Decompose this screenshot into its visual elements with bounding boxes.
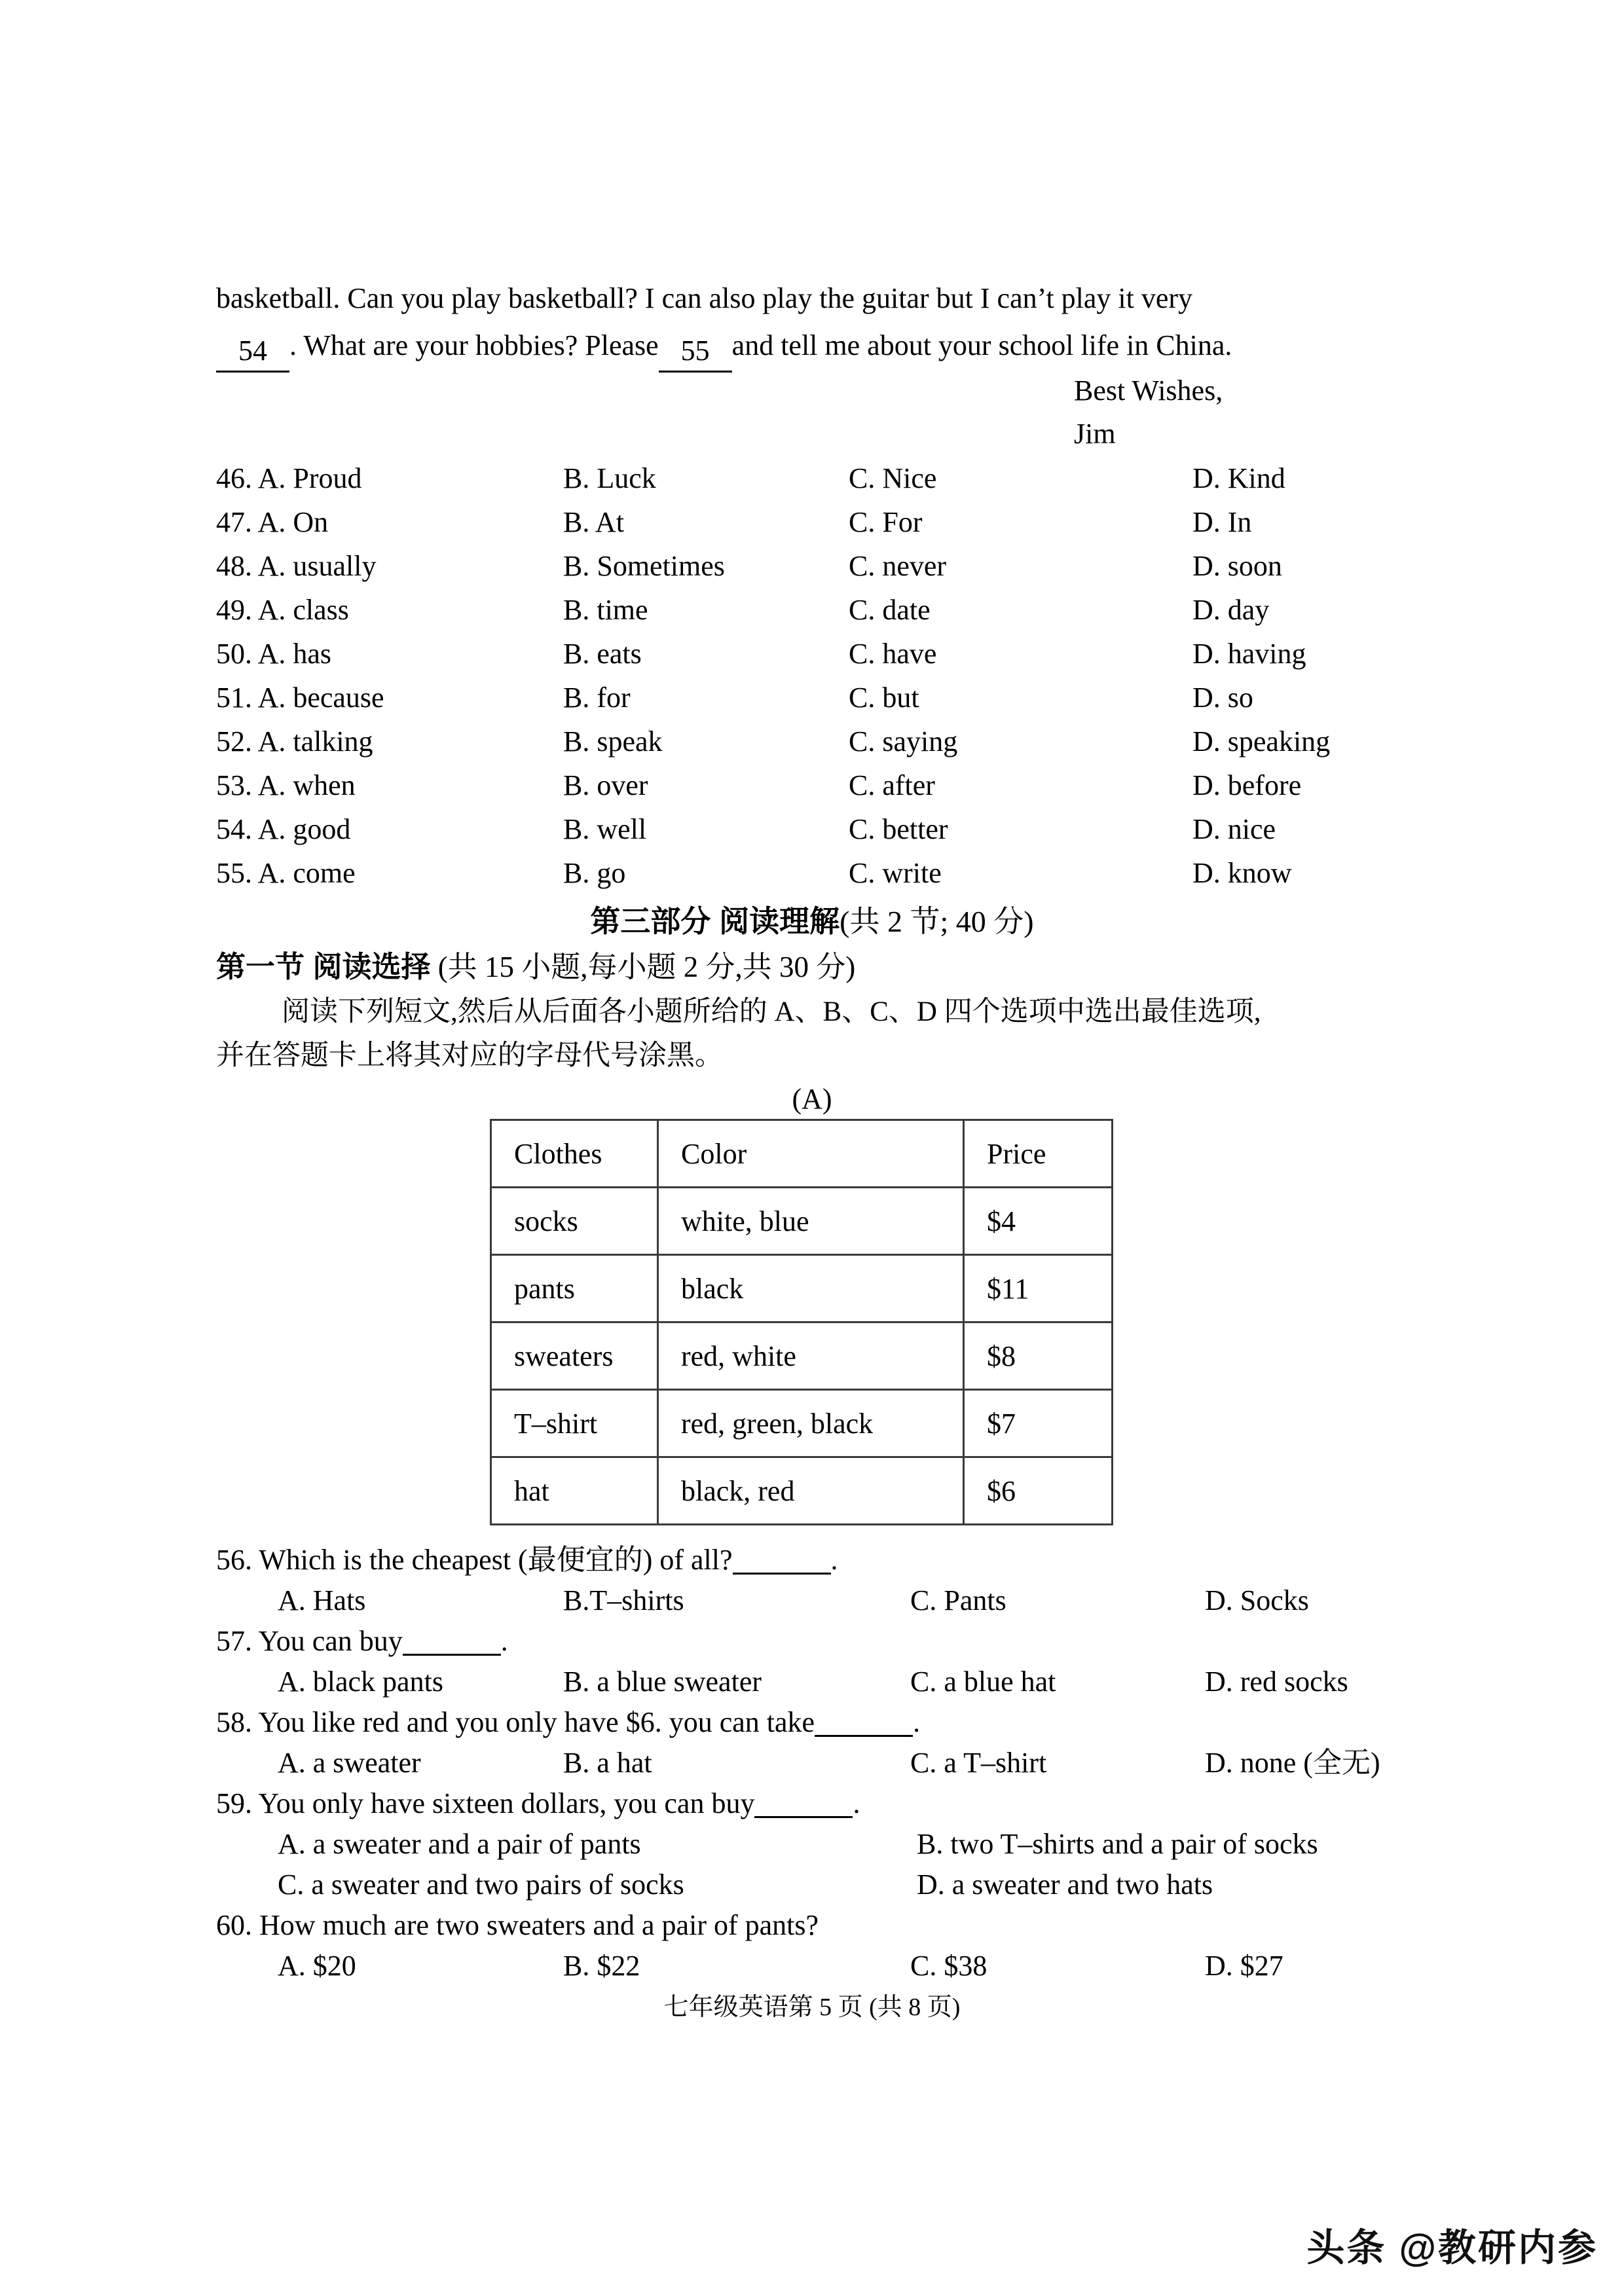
option-59-d: D. a sweater and two hats <box>917 1868 1213 1901</box>
option-50-b: B. eats <box>563 638 642 670</box>
question-58-options <box>216 1743 1473 1783</box>
table-row-tshirt <box>491 1390 1113 1457</box>
option-53-c: C. after <box>849 769 935 801</box>
option-59-b: B. two T–shirts and a pair of socks <box>917 1828 1318 1860</box>
option-46-d: D. Kind <box>1192 462 1285 494</box>
option-52-a: 52. A. talking <box>216 725 373 757</box>
instruction-line-2: 并在答题卡上将其对应的字母代号涂黑。 <box>216 1040 723 1071</box>
option-52-c: C. saying <box>849 725 958 757</box>
question-58-stem <box>216 1702 1473 1743</box>
blank-54: 54 <box>216 331 289 373</box>
option-50-d: D. having <box>1192 638 1306 670</box>
question-56-tail: . <box>830 1544 838 1576</box>
option-47-c: C. For <box>849 506 923 538</box>
option-49-b: B. time <box>563 594 648 626</box>
table-row-socks <box>491 1188 1113 1255</box>
cloze-options-list <box>216 456 1460 895</box>
option-53-a: 53. A. when <box>216 769 356 801</box>
passage-line-2-mid: . What are your hobbies? Please <box>289 329 659 361</box>
watermark: 头条 @教研内参 <box>1306 2227 1598 2269</box>
option-60-a: A. $20 <box>278 1950 356 1982</box>
question-60-options <box>216 1946 1473 1986</box>
option-54-c: C. better <box>849 813 948 845</box>
cloze-row-46 <box>216 456 1460 500</box>
option-54-d: D. nice <box>1192 813 1276 845</box>
option-59-a: A. a sweater and a pair of pants <box>278 1828 641 1860</box>
option-54-b: B. well <box>563 813 647 845</box>
cell-sweaters-item: sweaters <box>491 1322 658 1390</box>
option-60-c: C. $38 <box>910 1950 987 1982</box>
option-57-d: D. red socks <box>1205 1666 1348 1698</box>
option-46-b: B. Luck <box>563 462 656 494</box>
cell-sweaters-color: red, white <box>658 1322 964 1390</box>
cloze-row-48 <box>216 544 1460 588</box>
question-59-text: 59. You only have sixteen dollars, you can buy <box>216 1787 755 1819</box>
question-60-stem <box>216 1905 1473 1946</box>
question-59-options-row1 <box>216 1824 1473 1865</box>
table-row-hat <box>491 1457 1113 1525</box>
table-row-sweaters <box>491 1322 1113 1390</box>
option-55-d: D. know <box>1192 857 1292 889</box>
question-57-tail: . <box>500 1625 508 1657</box>
cell-hat-item: hat <box>491 1457 658 1525</box>
cell-hat-price: $6 <box>964 1457 1113 1525</box>
option-58-c: C. a T–shirt <box>910 1747 1047 1779</box>
question-59-blank <box>754 1787 853 1818</box>
option-48-d: D. soon <box>1192 550 1282 582</box>
reading-questions <box>216 1540 1473 1986</box>
option-51-b: B. for <box>563 682 631 714</box>
cell-tshirt-item: T–shirt <box>491 1390 658 1457</box>
cell-tshirt-color: red, green, black <box>658 1390 964 1457</box>
question-57-blank <box>403 1625 501 1656</box>
cloze-row-49 <box>216 588 1460 632</box>
reading-instructions <box>216 990 1447 1078</box>
cloze-row-55 <box>216 851 1460 895</box>
passage-line-2-end: and tell me about your school life in China. <box>731 329 1232 361</box>
letter-signature: Jim <box>1074 418 1116 450</box>
cloze-row-52 <box>216 720 1460 763</box>
option-60-d: D. $27 <box>1205 1950 1283 1982</box>
question-56-stem <box>216 1540 1473 1580</box>
option-51-c: C. but <box>849 682 919 714</box>
question-56-options <box>216 1580 1473 1621</box>
option-60-b: B. $22 <box>563 1950 640 1982</box>
section1-heading <box>216 945 855 989</box>
option-55-c: C. write <box>849 857 942 889</box>
option-46-a: 46. A. Proud <box>216 462 362 494</box>
cloze-row-47 <box>216 500 1460 544</box>
option-49-d: D. day <box>1192 594 1270 626</box>
option-47-d: D. In <box>1192 506 1252 538</box>
question-59-options-row2 <box>216 1865 1473 1905</box>
option-53-b: B. over <box>563 769 648 801</box>
question-57-text: 57. You can buy <box>216 1625 403 1657</box>
letter-closing: Best Wishes, <box>1074 374 1223 407</box>
question-59-tail: . <box>853 1787 860 1819</box>
option-51-d: D. so <box>1192 682 1253 714</box>
question-58-text: 58. You like red and you only have $6. you can take <box>216 1706 815 1738</box>
option-56-d: D. Socks <box>1205 1584 1309 1616</box>
option-59-c: C. a sweater and two pairs of socks <box>278 1868 684 1901</box>
page-footer: 七年级英语第 5 页 (共 8 页) <box>663 1994 961 2021</box>
section1-heading-title: 第一节 阅读选择 <box>216 950 431 983</box>
option-52-b: B. speak <box>563 725 663 757</box>
option-48-c: C. never <box>849 550 947 582</box>
option-57-b: B. a blue sweater <box>563 1666 762 1698</box>
cell-socks-item: socks <box>491 1188 658 1255</box>
passage-line-2 <box>216 322 1421 369</box>
cell-socks-color: white, blue <box>658 1188 964 1255</box>
option-53-d: D. before <box>1192 769 1302 801</box>
option-55-b: B. go <box>563 857 626 889</box>
option-58-b: B. a hat <box>563 1747 652 1779</box>
part3-heading <box>0 898 1624 944</box>
option-57-a: A. black pants <box>278 1666 443 1698</box>
option-52-d: D. speaking <box>1192 725 1331 757</box>
option-50-a: 50. A. has <box>216 638 331 670</box>
option-47-a: 47. A. On <box>216 506 329 538</box>
passage-line-1: basketball. Can you play basketball? I can also play the guitar but I can’t play it very <box>216 282 1193 314</box>
section1-heading-score: (共 15 小题,每小题 2 分,共 30 分) <box>430 951 856 983</box>
question-58-tail: . <box>913 1706 921 1738</box>
cloze-row-51 <box>216 676 1460 720</box>
option-55-a: 55. A. come <box>216 857 356 889</box>
option-54-a: 54. A. good <box>216 813 351 845</box>
option-56-c: C. Pants <box>910 1584 1006 1616</box>
part3-heading-score: (共 2 节; 40 分) <box>840 905 1034 938</box>
question-56-text: 56. Which is the cheapest (最便宜的) of all? <box>216 1544 733 1576</box>
option-49-a: 49. A. class <box>216 594 349 626</box>
question-60-text: 60. How much are two sweaters and a pair of pants? <box>216 1909 819 1941</box>
cloze-row-50 <box>216 632 1460 676</box>
option-56-b: B.T–shirts <box>563 1584 684 1616</box>
instruction-line-1: 阅读下列短文,然后从后面各小题所给的 A、B、C、D 四个选项中选出最佳选项, <box>282 996 1261 1027</box>
blank-55: 55 <box>659 331 732 373</box>
option-58-d: D. none (全无) <box>1205 1747 1380 1779</box>
table-header-price: Price <box>964 1120 1113 1188</box>
cell-pants-item: pants <box>491 1255 658 1322</box>
question-58-blank <box>815 1706 913 1737</box>
table-header-clothes: Clothes <box>491 1120 658 1188</box>
cell-socks-price: $4 <box>964 1188 1113 1255</box>
table-row-pants <box>491 1255 1113 1322</box>
option-51-a: 51. A. because <box>216 682 384 714</box>
passage-a-label: (A) <box>792 1083 832 1115</box>
question-56-blank <box>733 1544 831 1575</box>
cell-pants-price: $11 <box>964 1255 1113 1322</box>
question-57-options <box>216 1662 1473 1702</box>
cell-pants-color: black <box>658 1255 964 1322</box>
cloze-row-54 <box>216 807 1460 851</box>
option-47-b: B. At <box>563 506 624 538</box>
option-48-b: B. Sometimes <box>563 550 725 582</box>
option-50-c: C. have <box>849 638 937 670</box>
question-57-stem <box>216 1621 1473 1662</box>
cloze-row-53 <box>216 763 1460 807</box>
table-header-color: Color <box>658 1120 964 1188</box>
question-59-stem <box>216 1783 1473 1824</box>
part3-heading-title: 第三部分 阅读理解 <box>590 904 840 938</box>
option-49-c: C. date <box>849 594 931 626</box>
cloze-passage-ending <box>216 275 1421 456</box>
cell-tshirt-price: $7 <box>964 1390 1113 1457</box>
table-header-row <box>491 1120 1113 1188</box>
option-58-a: A. a sweater <box>278 1747 421 1779</box>
option-57-c: C. a blue hat <box>910 1666 1056 1698</box>
option-46-c: C. Nice <box>849 462 937 494</box>
option-56-a: A. Hats <box>278 1584 366 1616</box>
cell-sweaters-price: $8 <box>964 1322 1113 1390</box>
clothes-price-table <box>490 1119 1113 1525</box>
option-48-a: 48. A. usually <box>216 550 377 582</box>
cell-hat-color: black, red <box>658 1457 964 1525</box>
